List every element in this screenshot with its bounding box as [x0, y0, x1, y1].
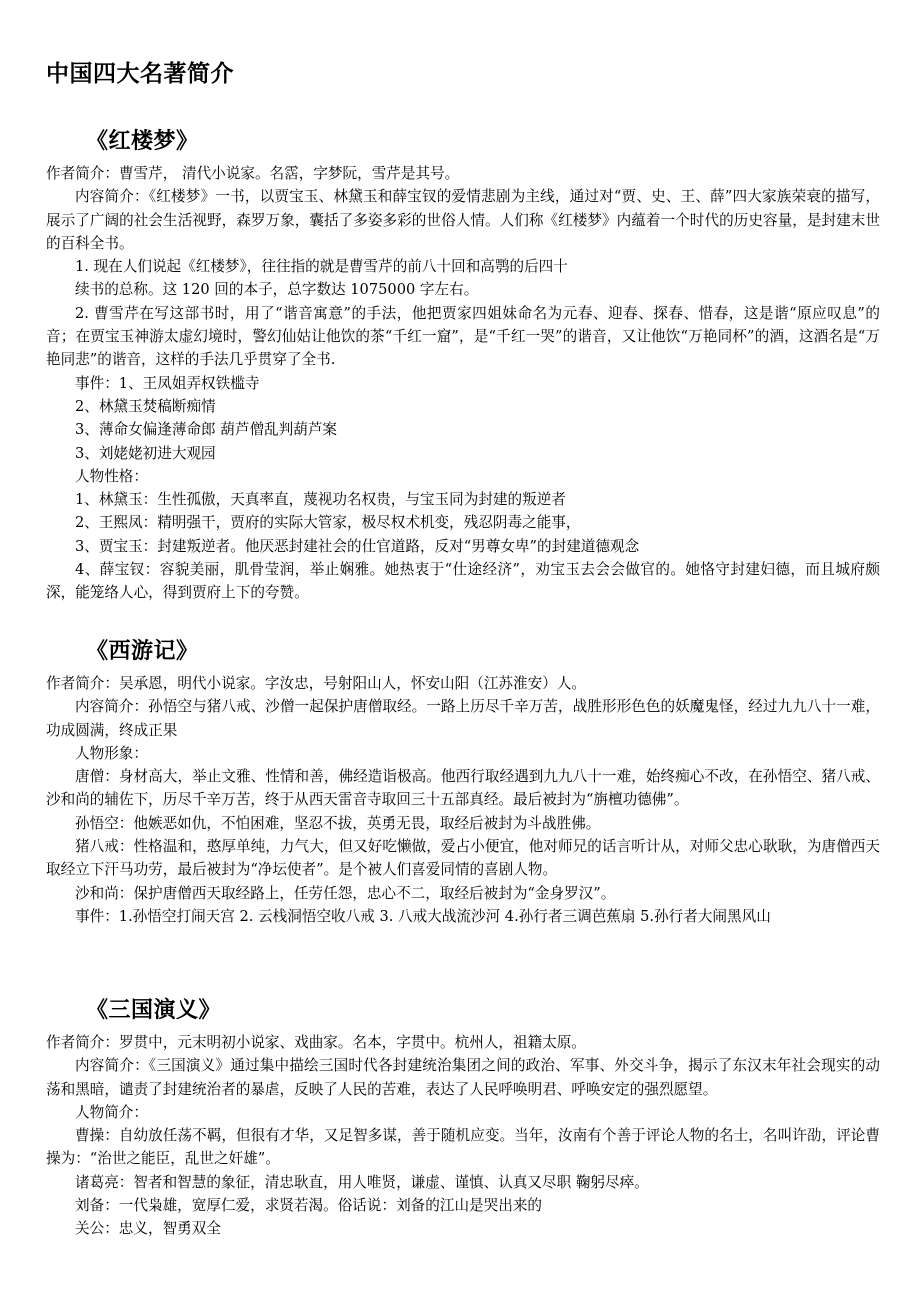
event-item: 3、刘姥姥初进大观园 — [75, 444, 216, 462]
character-item: 孙悟空：他嫉恶如仇，不怕困难，坚忍不拔，英勇无畏，取经后被封为斗战胜佛。 — [75, 814, 601, 832]
characters-label: 人物性格： — [75, 467, 148, 485]
events-line: 事件：1.孙悟空打闹天宫 2. 云栈洞悟空收八戒 3. 八戒大战流沙河 4.孙行者三调芭蕉扇 5.孙行者大闹黑风山 — [75, 907, 771, 925]
section-heading-xiyouji: 《西游记》 — [86, 638, 199, 664]
characters-label: 人物简介： — [75, 1103, 148, 1121]
section-heading-hongloumeng: 《红楼梦》 — [86, 128, 199, 154]
character-item: 唐僧：身材高大，举止文雅、性情和善，佛经造诣极高。他西行取经遇到九九八十一难，始终痴心不改，在孙悟空、猪八戒、沙和尚的辅佐下，历尽千辛万苦，终于从西天雷音寺取回三十五部真经。最后被封为“旃檀功德佛”。 — [46, 768, 880, 809]
characters-label: 人物形象： — [75, 744, 148, 762]
character-item: 猪八戒：性格温和，憨厚单纯，力气大，但又好吃懒做，爱占小便宜，他对师兄的话言听计从，对师父忠心耿耿，为唐僧西天取经立下汗马功劳，最后被封为“净坛使者”。是个被人们喜爱同情的喜剧人物。 — [46, 838, 880, 879]
section-body-sanguo — [46, 1031, 880, 1241]
document-title: 中国四大名著简介 — [46, 61, 234, 87]
event-item: 2、林黛玉焚稿断痴情 — [75, 397, 216, 415]
content-intro: 内容简介：孙悟空与猪八戒、沙僧一起保护唐僧取经。一路上历尽千辛万苦，战胜形形色色的妖魔鬼怪，经过九九八十一难，功成圆满，终成正果 — [46, 698, 880, 739]
character-item: 2、王熙凤：精明强干，贾府的实际大管家，极尽权术机变，残忍阴毒之能事， — [75, 514, 581, 532]
author-intro: 作者简介：曹雪芹， 清代小说家。名霑，字梦阮，雪芹是其号。 — [46, 165, 460, 182]
character-item: 1、林黛玉：生性孤傲，天真率直，蔑视功名权贵，与宝玉同为封建的叛逆者 — [75, 491, 566, 509]
event-item: 事件：1、王凤姐弄权铁槛寺 — [75, 374, 260, 392]
author-intro: 作者简介：罗贯中，元末明初小说家、戏曲家。名本，字贯中。杭州人，祖籍太原。 — [46, 1034, 586, 1051]
section-body-hongloumeng — [46, 162, 880, 605]
character-item: 关公：忠义，智勇双全 — [75, 1220, 221, 1238]
content-intro: 内容简介：《红楼梦》一书，以贾宝玉、林黛玉和薛宝钗的爱情悲剧为主线，通过对“贾、史、王、薛”四大家族荣衰的描写，展示了广阔的社会生活视野，森罗万象，囊括了多姿多彩的世俗人情。人们称《红楼梦》内蕴着一个时代的历史容量，是封建末世的百科全书。 — [46, 188, 880, 252]
note-paragraph: 续书的总称。这 120 回的本子，总字数达 1075000 字左右。 — [75, 281, 479, 299]
author-intro: 作者简介：吴承恩，明代小说家。字汝忠，号射阳山人，怀安山阳（江苏淮安）人。 — [46, 675, 586, 692]
event-item: 3、薄命女偏逢薄命郎 葫芦僧乱判葫芦案 — [75, 421, 338, 439]
character-item: 沙和尚：保护唐僧西天取经路上，任劳任怨，忠心不二，取经后被封为“金身罗汉”。 — [75, 884, 616, 902]
character-item: 4、薛宝钗：容貌美丽，肌骨莹润，举止娴雅。她热衷于“仕途经济”，劝宝玉去会会做官的。她恪守封建妇德，而且城府颇深，能笼络人心，得到贾府上下的夸赞。 — [46, 561, 880, 602]
character-item: 刘备：一代枭雄，宽厚仁爱，求贤若渴。俗话说：刘备的江山是哭出来的 — [75, 1197, 543, 1215]
section-heading-sanguo: 《三国演义》 — [86, 997, 222, 1023]
content-intro: 内容简介：《三国演义》通过集中描绘三国时代各封建统治集团之间的政治、军事、外交斗争，揭示了东汉末年社会现实的动荡和黑暗，谴责了封建统治者的暴虐，反映了人民的苦难，表达了人民呼唤明君、呼唤安定的强烈愿望。 — [46, 1057, 880, 1098]
note-paragraph: 1. 现在人们说起《红楼梦》，往往指的就是曹雪芹的前八十回和高鹗的后四十 — [75, 258, 568, 276]
character-item: 诸葛亮：智者和智慧的象征，清忠耿直，用人唯贤，谦虚、谨慎、认真又尽职 鞠躬尽瘁。 — [75, 1173, 649, 1191]
section-body-xiyouji — [46, 672, 880, 928]
character-item: 曹操：自幼放任荡不羁，但很有才华，又足智多谋，善于随机应变。当年，汝南有个善于评论人物的名士，名叫许劭，评论曹操为：“治世之能臣，乱世之奸雄”。 — [46, 1127, 880, 1168]
note-paragraph: 2. 曹雪芹在写这部书时，用了“谐音寓意”的手法，他把贾家四姐妹命名为元春、迎春、探春、惜春，这是谐“原应叹息”的音；在贾宝玉神游太虚幻境时，警幻仙姑让他饮的茶“千红一窟”，是“千红一哭”的谐音，又让他饮“万艳同杯”的酒，这酒名是“万艳同悲”的谐音，这样的手法几乎贯穿了全书. — [46, 304, 880, 369]
character-item: 3、贾宝玉：封建叛逆者。他厌恶封建社会的仕官道路，反对“男尊女卑”的封建道德观念 — [75, 537, 640, 555]
